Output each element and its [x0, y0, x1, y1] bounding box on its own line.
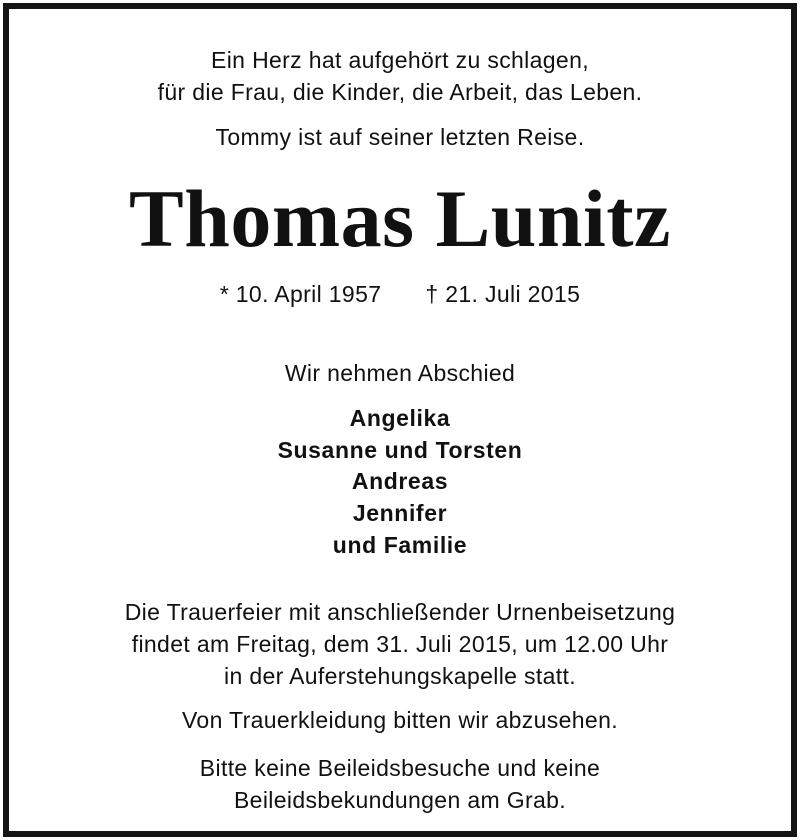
- mourner-name: Jennifer: [352, 500, 448, 526]
- death-date: † 21. Juli 2015: [425, 281, 581, 307]
- visits-note-line-2: Beileidsbekundungen am Grab.: [233, 787, 566, 813]
- intro-line-3: Tommy ist auf seiner letzten Reise.: [215, 124, 585, 150]
- mourner-name: Angelika: [349, 405, 451, 431]
- mourner-name: Andreas: [351, 468, 449, 494]
- intro-line-2: für die Frau, die Kinder, die Arbeit, das Leben.: [157, 79, 643, 105]
- service-line-2: findet am Freitag, dem 31. Juli 2015, um 12.00 Uhr: [131, 631, 669, 657]
- life-dates: [0, 279, 800, 309]
- visits-note-line-1: Bitte keine Beileidsbesuche und keine: [199, 755, 601, 781]
- mourner-name: und Familie: [332, 532, 468, 558]
- mourner-name: Susanne und Torsten: [277, 437, 523, 463]
- deceased-name: Thomas Lunitz: [129, 173, 671, 264]
- clothing-note: Von Trauerkleidung bitten wir abzusehen.: [182, 707, 618, 733]
- service-line-3: in der Auferstehungskapelle statt.: [223, 663, 576, 689]
- intro-line-1: Ein Herz hat aufgehört zu schlagen,: [211, 47, 589, 73]
- service-line-1: Die Trauerfeier mit anschließender Urnenbeisetzung: [124, 599, 676, 625]
- birth-date: * 10. April 1957: [219, 281, 382, 307]
- farewell-heading: Wir nehmen Abschied: [284, 360, 516, 386]
